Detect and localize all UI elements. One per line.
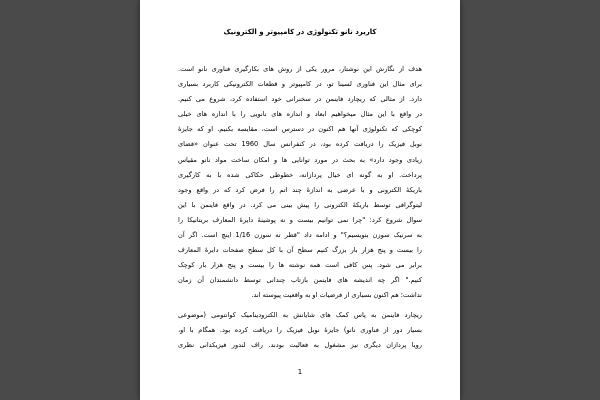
text-line: در واقع با این مثال میخواهیم ابعاد و اندازه های نانویی را با اندازه های خیلی [178, 110, 422, 119]
document-body [178, 62, 422, 353]
text-line: نداشت؛ هم اکنون بسیاری از فرضیات او به واقعیت پیوسته اند. [251, 291, 422, 300]
text-line: کنیم." اگر چه اندیشه های فاینمن بازتاب چندانی توسط دانشمندان آن زمان [178, 276, 422, 285]
page-number: 1 [297, 368, 303, 376]
text-line: هدف از نگارش این نوشتار، مرور یکی از روش های بکارگیری فناوری نانو است. [178, 65, 422, 73]
text-line: رویا پردازان دیگری نیز مشغول به فعالیت بودند. راف لندور فیزیکدانی نظری [178, 340, 422, 349]
text-line: بسیار دور از فناوری نانو) جایزۀ نوبل فیزیک را دریافت کرده بود. همگام با او، [178, 325, 422, 334]
document-title: کاربرد نانو تکنولوژی در کامپیوتر و الکترونیک [223, 28, 377, 36]
document-page [140, 0, 460, 400]
text-line: کوچکی که تکنولوژی آنها هم اکنون در دسترس است، مقایسه بکنیم. او که جایزۀ [178, 125, 422, 134]
paragraph [178, 62, 422, 304]
text-line: نوبل فیزیک را دریافت کرده بود، در کنفرانس سال 1960 تحت عنوان «فضای [178, 140, 422, 149]
text-line: سوال شروع کرد: "چرا نمی توانیم بیست و نه پوشینۀ دایرۀ المعارف بریتانیکا را [178, 215, 422, 224]
text-line: را بیست و پنج هزار بار بزرگ کنیم سطح آن با کل سطح صفحات دایرۀ المعارف [178, 246, 422, 255]
text-line: برابر می شود. پس کافی است همه نوشته ها را بیست و پنج هزار بار کوچک [178, 261, 422, 270]
text-line: باریکۀ الکترونی و با عرضی به اندازۀ چند اتم را فرض کرد که در واقع وجود [178, 185, 422, 194]
text-line: دارد. از مثالی که ریچارد فاینمن در سخنرانی خود استفاده کرد، شروع می کنیم. [178, 95, 422, 104]
text-line: برای مثال این فناوری لسینا تو، در کامپیوتر و قطعات الکترونیکی کاربرد بسیاری [178, 80, 422, 89]
text-line: پرداخت. او به گونه ای خیال پردازانه، خطوطی حکاکی شده با به کارگیری [178, 170, 422, 179]
text-line: ریچارد فاینمن به پاس کمک های شایانش به الکترودینامیک کوانتومی (موضوعی [178, 310, 422, 319]
paragraph [178, 308, 422, 353]
text-line: زیادی وجود دارد» به بحث در مورد توانایی ها و امکان ساخت مواد نانو مقیاس [178, 155, 422, 164]
text-line: به سرنیک سوزن بنویسیم؟" و ادامه داد "قطر ته سوزن 1/16 اینچ است. اگر آن [178, 231, 422, 240]
text-line: لیتوگرافی توسط باریکۀ الکترونی را پیش بینی می کرد. در واقع فاینمن با این [178, 200, 422, 209]
